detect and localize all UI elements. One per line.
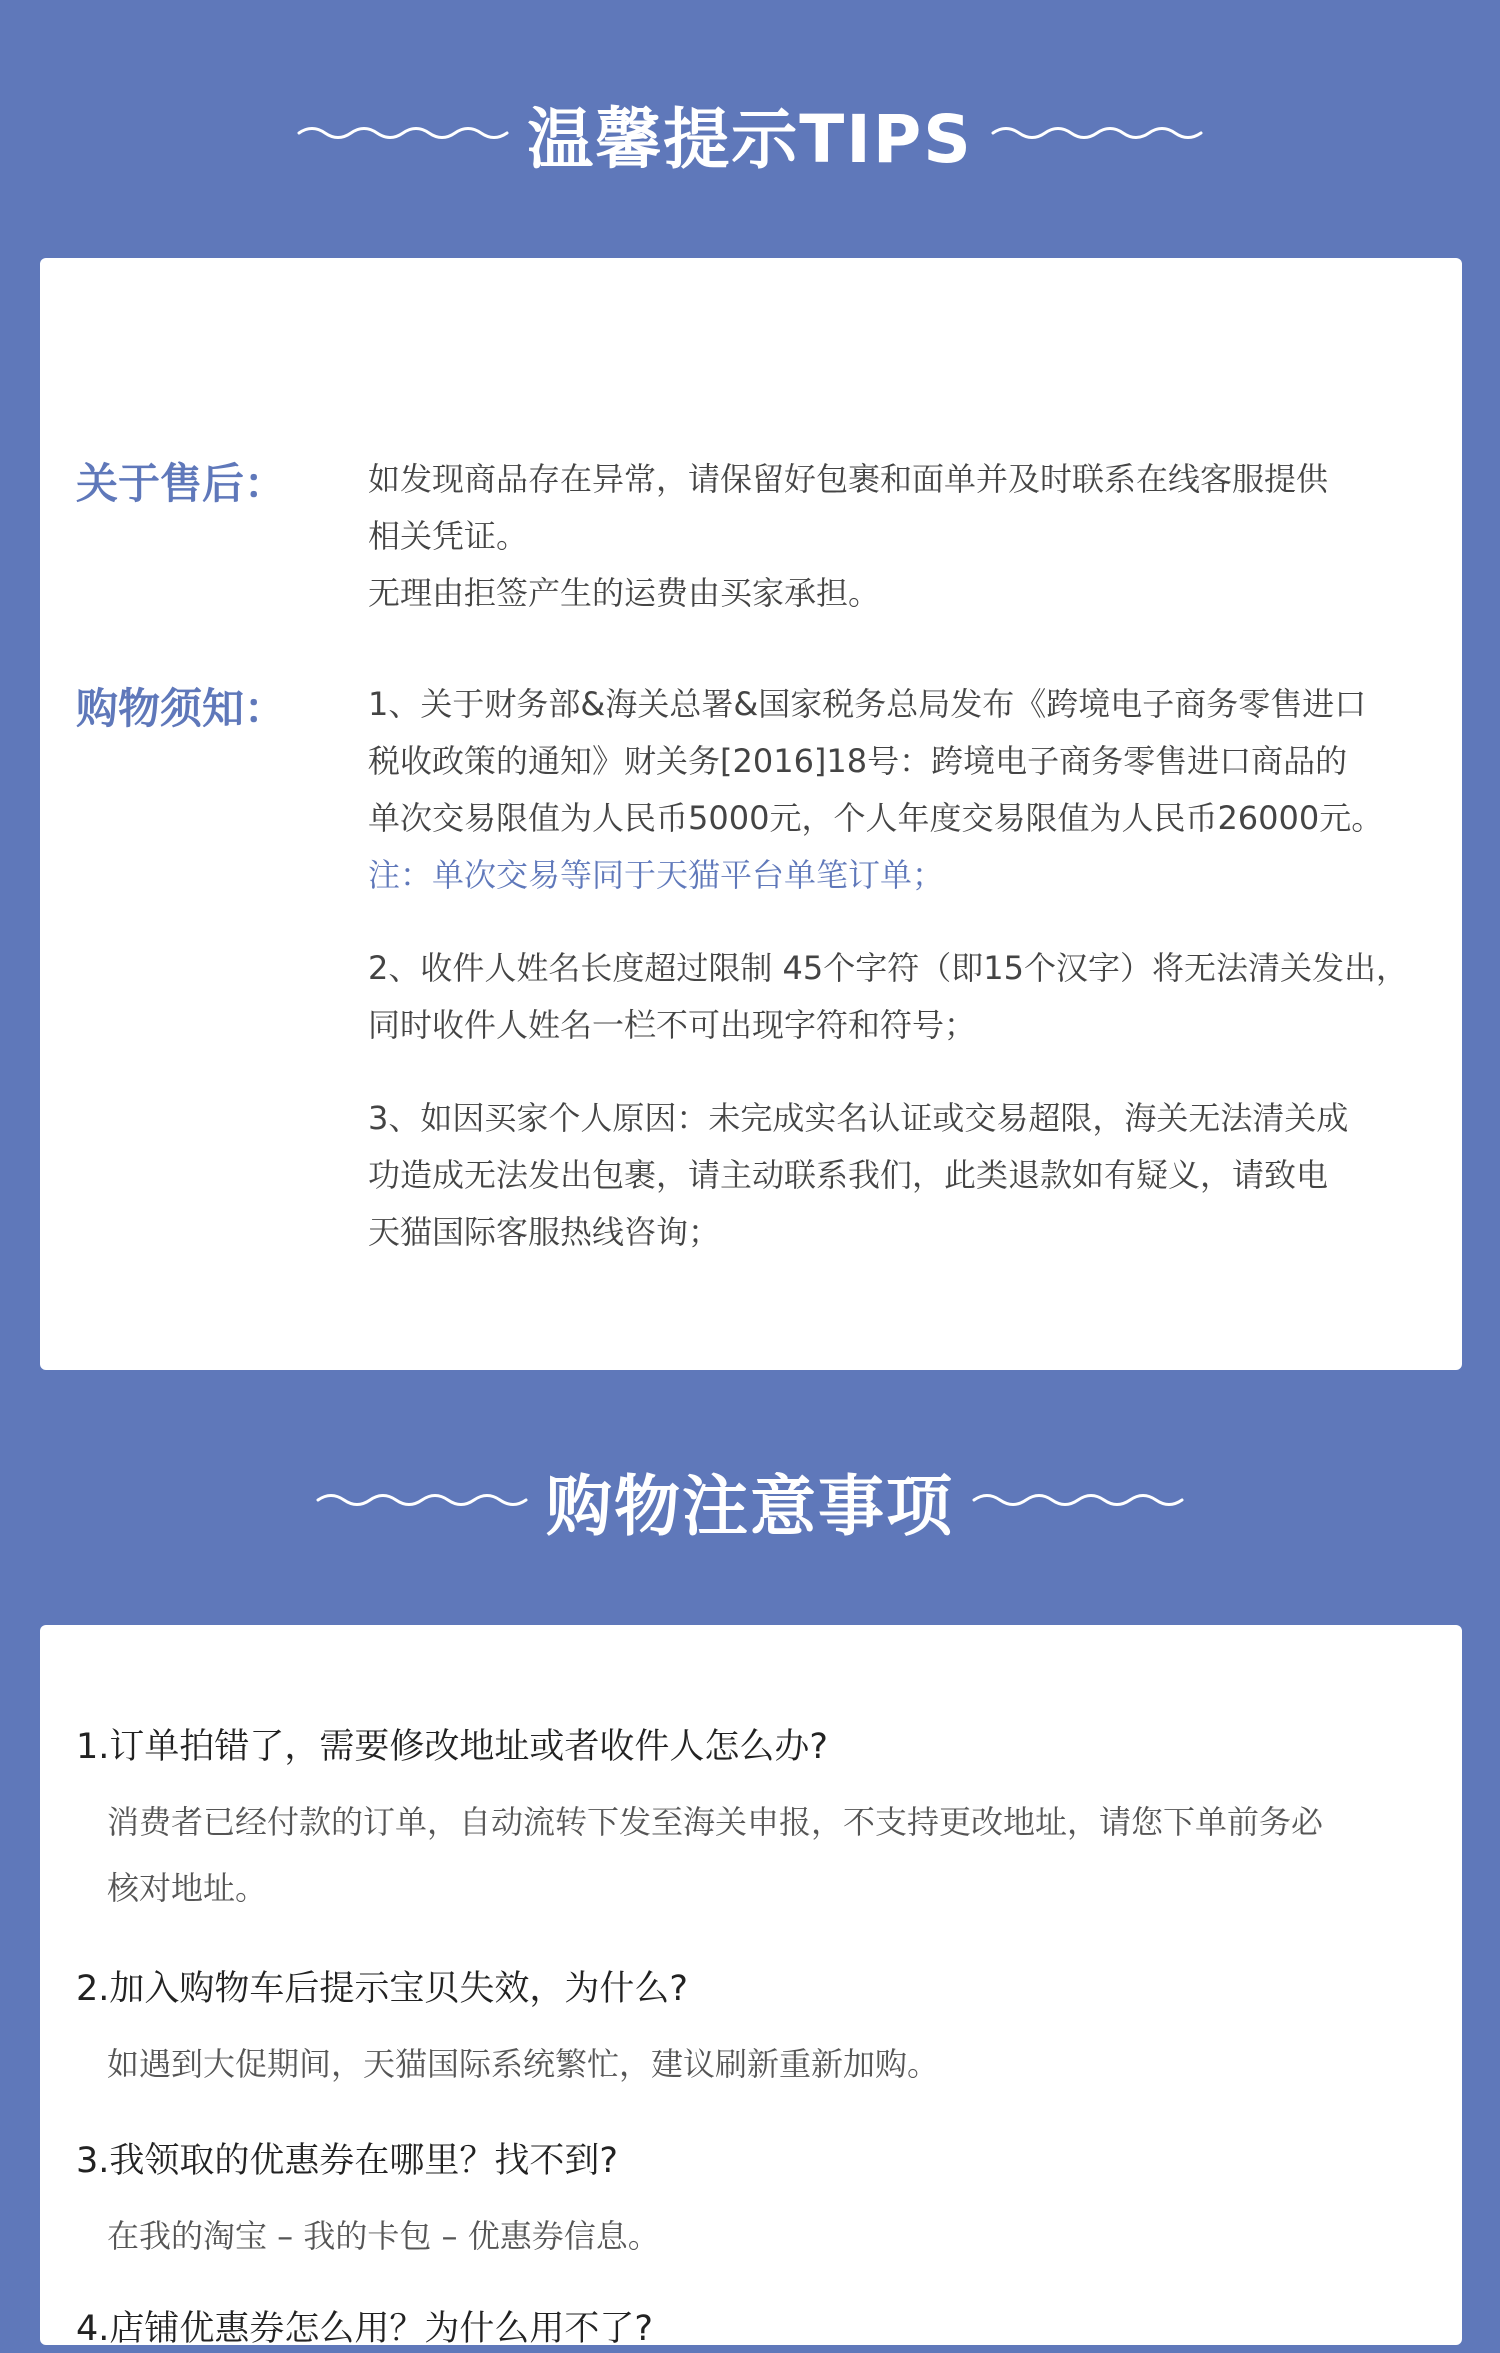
text-line: 同时收件人姓名一栏不可出现字符和符号； xyxy=(368,1006,977,1044)
faq-card xyxy=(40,1625,1462,2349)
text-line: 功造成无法发出包裹，请主动联系我们，此类退款如有疑义，请致电 xyxy=(368,1156,1329,1194)
shopping-notice-text xyxy=(368,676,1408,1297)
text-line: 3、如因买家个人原因：未完成实名认证或交易超限，海关无法清关成 xyxy=(368,1099,1349,1137)
notice-item-2 xyxy=(368,940,1408,1054)
notice-item-1 xyxy=(368,676,1402,904)
notice-note: 注：单次交易等同于天猫平台单笔订单； xyxy=(368,856,945,894)
text-line: 无理由拒签产生的运费由买家承担。 xyxy=(368,574,881,612)
shopping-notice-label: 购物须知： xyxy=(76,684,287,733)
faq-question: 3.我领取的优惠券在哪里？找不到? xyxy=(76,2141,618,2181)
tips-card xyxy=(40,258,1462,1370)
after-sales-text xyxy=(368,451,1402,622)
tips-heading xyxy=(0,90,1500,176)
section-title-tips: 温馨提示TIPS xyxy=(527,100,973,178)
text-line: 如发现商品存在异常，请保留好包裹和面单并及时联系在线客服提供 xyxy=(368,460,1329,498)
text-line: 天猫国际客服热线咨询； xyxy=(368,1213,721,1251)
faq-item xyxy=(76,2305,1402,2353)
faq-question: 2.加入购物车后提示宝贝失效，为什么? xyxy=(76,1969,688,2009)
faq-item xyxy=(76,1723,1402,1921)
wave-decoration-icon xyxy=(991,118,1203,148)
section-title-notes: 购物注意事项 xyxy=(546,1467,954,1545)
text-line: 消费者已经付款的订单，自动流转下发至海关申报，不支持更改地址，请您下单前务必 xyxy=(107,1803,1324,1841)
wave-decoration-icon xyxy=(972,1485,1184,1515)
faq-answer xyxy=(76,2031,1402,2097)
faq-item xyxy=(76,2137,1402,2269)
text-line: 1、关于财务部&海关总署&国家税务总局发布《跨境电子商务零售进口 xyxy=(368,685,1367,723)
text-line: 相关凭证。 xyxy=(368,517,529,555)
notes-heading xyxy=(0,1457,1500,1543)
faq-item xyxy=(76,1965,1402,2097)
faq-question: 4.店铺优惠券怎么用？为什么用不了? xyxy=(76,2309,653,2349)
after-sales-label: 关于售后： xyxy=(76,459,287,508)
wave-decoration-icon xyxy=(316,1485,528,1515)
text-line: 税收政策的通知》财关务[2016]18号：跨境电子商务零售进口商品的 xyxy=(368,742,1348,780)
text-line: 核对地址。 xyxy=(107,1869,268,1907)
text-line: 2、收件人姓名长度超过限制 45个字符（即15个汉字）将无法清关发出， xyxy=(368,949,1408,987)
text-line: 单次交易限值为人民币5000元，个人年度交易限值为人民币26000元。 xyxy=(368,799,1384,837)
notice-item-3 xyxy=(368,1090,1402,1261)
text-line: 如遇到大促期间，天猫国际系统繁忙，建议刷新重新加购。 xyxy=(107,2045,940,2083)
wave-decoration-icon xyxy=(297,118,509,148)
faq-answer xyxy=(76,1789,1402,1921)
faq-answer xyxy=(76,2203,1402,2269)
faq-question: 1.订单拍错了，需要修改地址或者收件人怎么办? xyxy=(76,1727,828,1767)
text-line: 在我的淘宝 – 我的卡包 – 优惠券信息。 xyxy=(107,2217,660,2255)
